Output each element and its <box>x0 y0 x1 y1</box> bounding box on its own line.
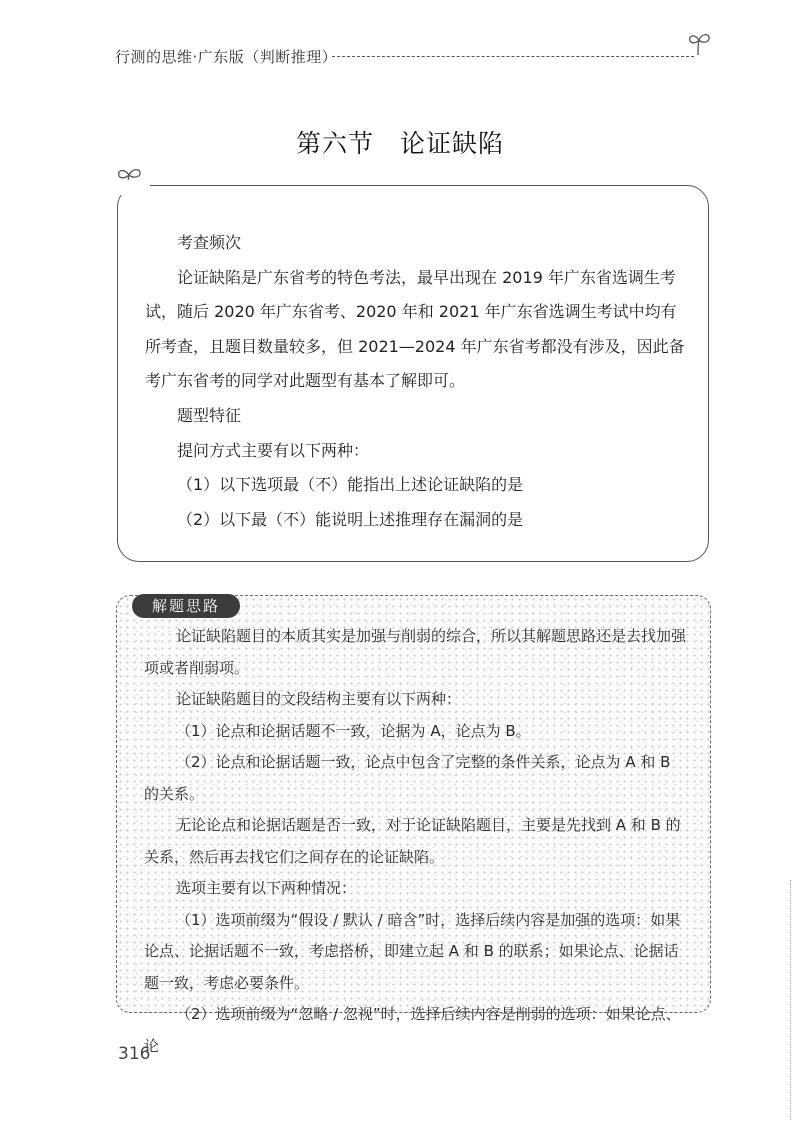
note-content <box>144 621 689 1062</box>
feature-label: 题型特征 <box>177 405 242 425</box>
note-tag: 解题思路 <box>132 594 240 618</box>
header-rule <box>332 56 694 57</box>
frequency-text: 论证缺陷是广东省考的特色考法，最早出现在 2019 年广东省选调生考试，随后 2020 年广东省考、2020 年和 2021 年广东省选调生考试中均有所考查，且题目数量较多，但 2021—2024 年广东省考都没有涉及，因此备考广东省考的同学对此题型有基本了解即可。 <box>145 267 685 391</box>
frequency-label: 考查频次 <box>177 233 242 252</box>
running-header: 行测的思维·广东版（判断推理） <box>115 48 338 66</box>
note-paragraph: （2）选项前缀为“忽略 / 忽视”时，选择后续内容是削弱的选项：如果论点、论 <box>144 1005 681 1055</box>
feature-item: （2）以下最（不）能说明上述推理存在漏洞的是 <box>177 509 524 529</box>
note-paragraph: （2）论点和论据话题一致，论点中包含了完整的条件关系，论点为 A 和 B 的关系。 <box>144 753 671 803</box>
note-paragraph: 无论论点和论据话题是否一致，对于论证缺陷题目，主要是先找到 A 和 B 的关系，然后再去找它们之间存在的论证缺陷。 <box>144 816 681 866</box>
note-paragraph: 论证缺陷题目的本质其实是加强与削弱的综合，所以其解题思路还是去找加强项或者削弱项。 <box>144 627 687 677</box>
scan-edge <box>790 880 794 1120</box>
feature-intro: 提问方式主要有以下两种： <box>177 440 370 460</box>
note-paragraph: 选项主要有以下两种情况： <box>176 879 357 897</box>
info-box-content <box>145 226 690 537</box>
note-paragraph: （1）论点和论据话题不一致，论据为 A，论点为 B。 <box>176 721 531 740</box>
section-title: 第六节 论证缺陷 <box>295 129 504 158</box>
note-paragraph: 论证缺陷题目的文段结构主要有以下两种： <box>176 690 462 708</box>
page-number: 316 <box>118 1044 151 1064</box>
feature-item: （1）以下选项最（不）能指出上述论证缺陷的是 <box>177 475 524 495</box>
note-paragraph: （1）选项前缀为“假设 / 默认 / 暗含”时，选择后续内容是加强的选项：如果论点、论据话题不一致，考虑搭桥，即建立起 A 和 B 的联系；如果论点、论据话题一致，考虑必要条件。 <box>144 910 681 992</box>
sprout-icon <box>686 30 712 56</box>
